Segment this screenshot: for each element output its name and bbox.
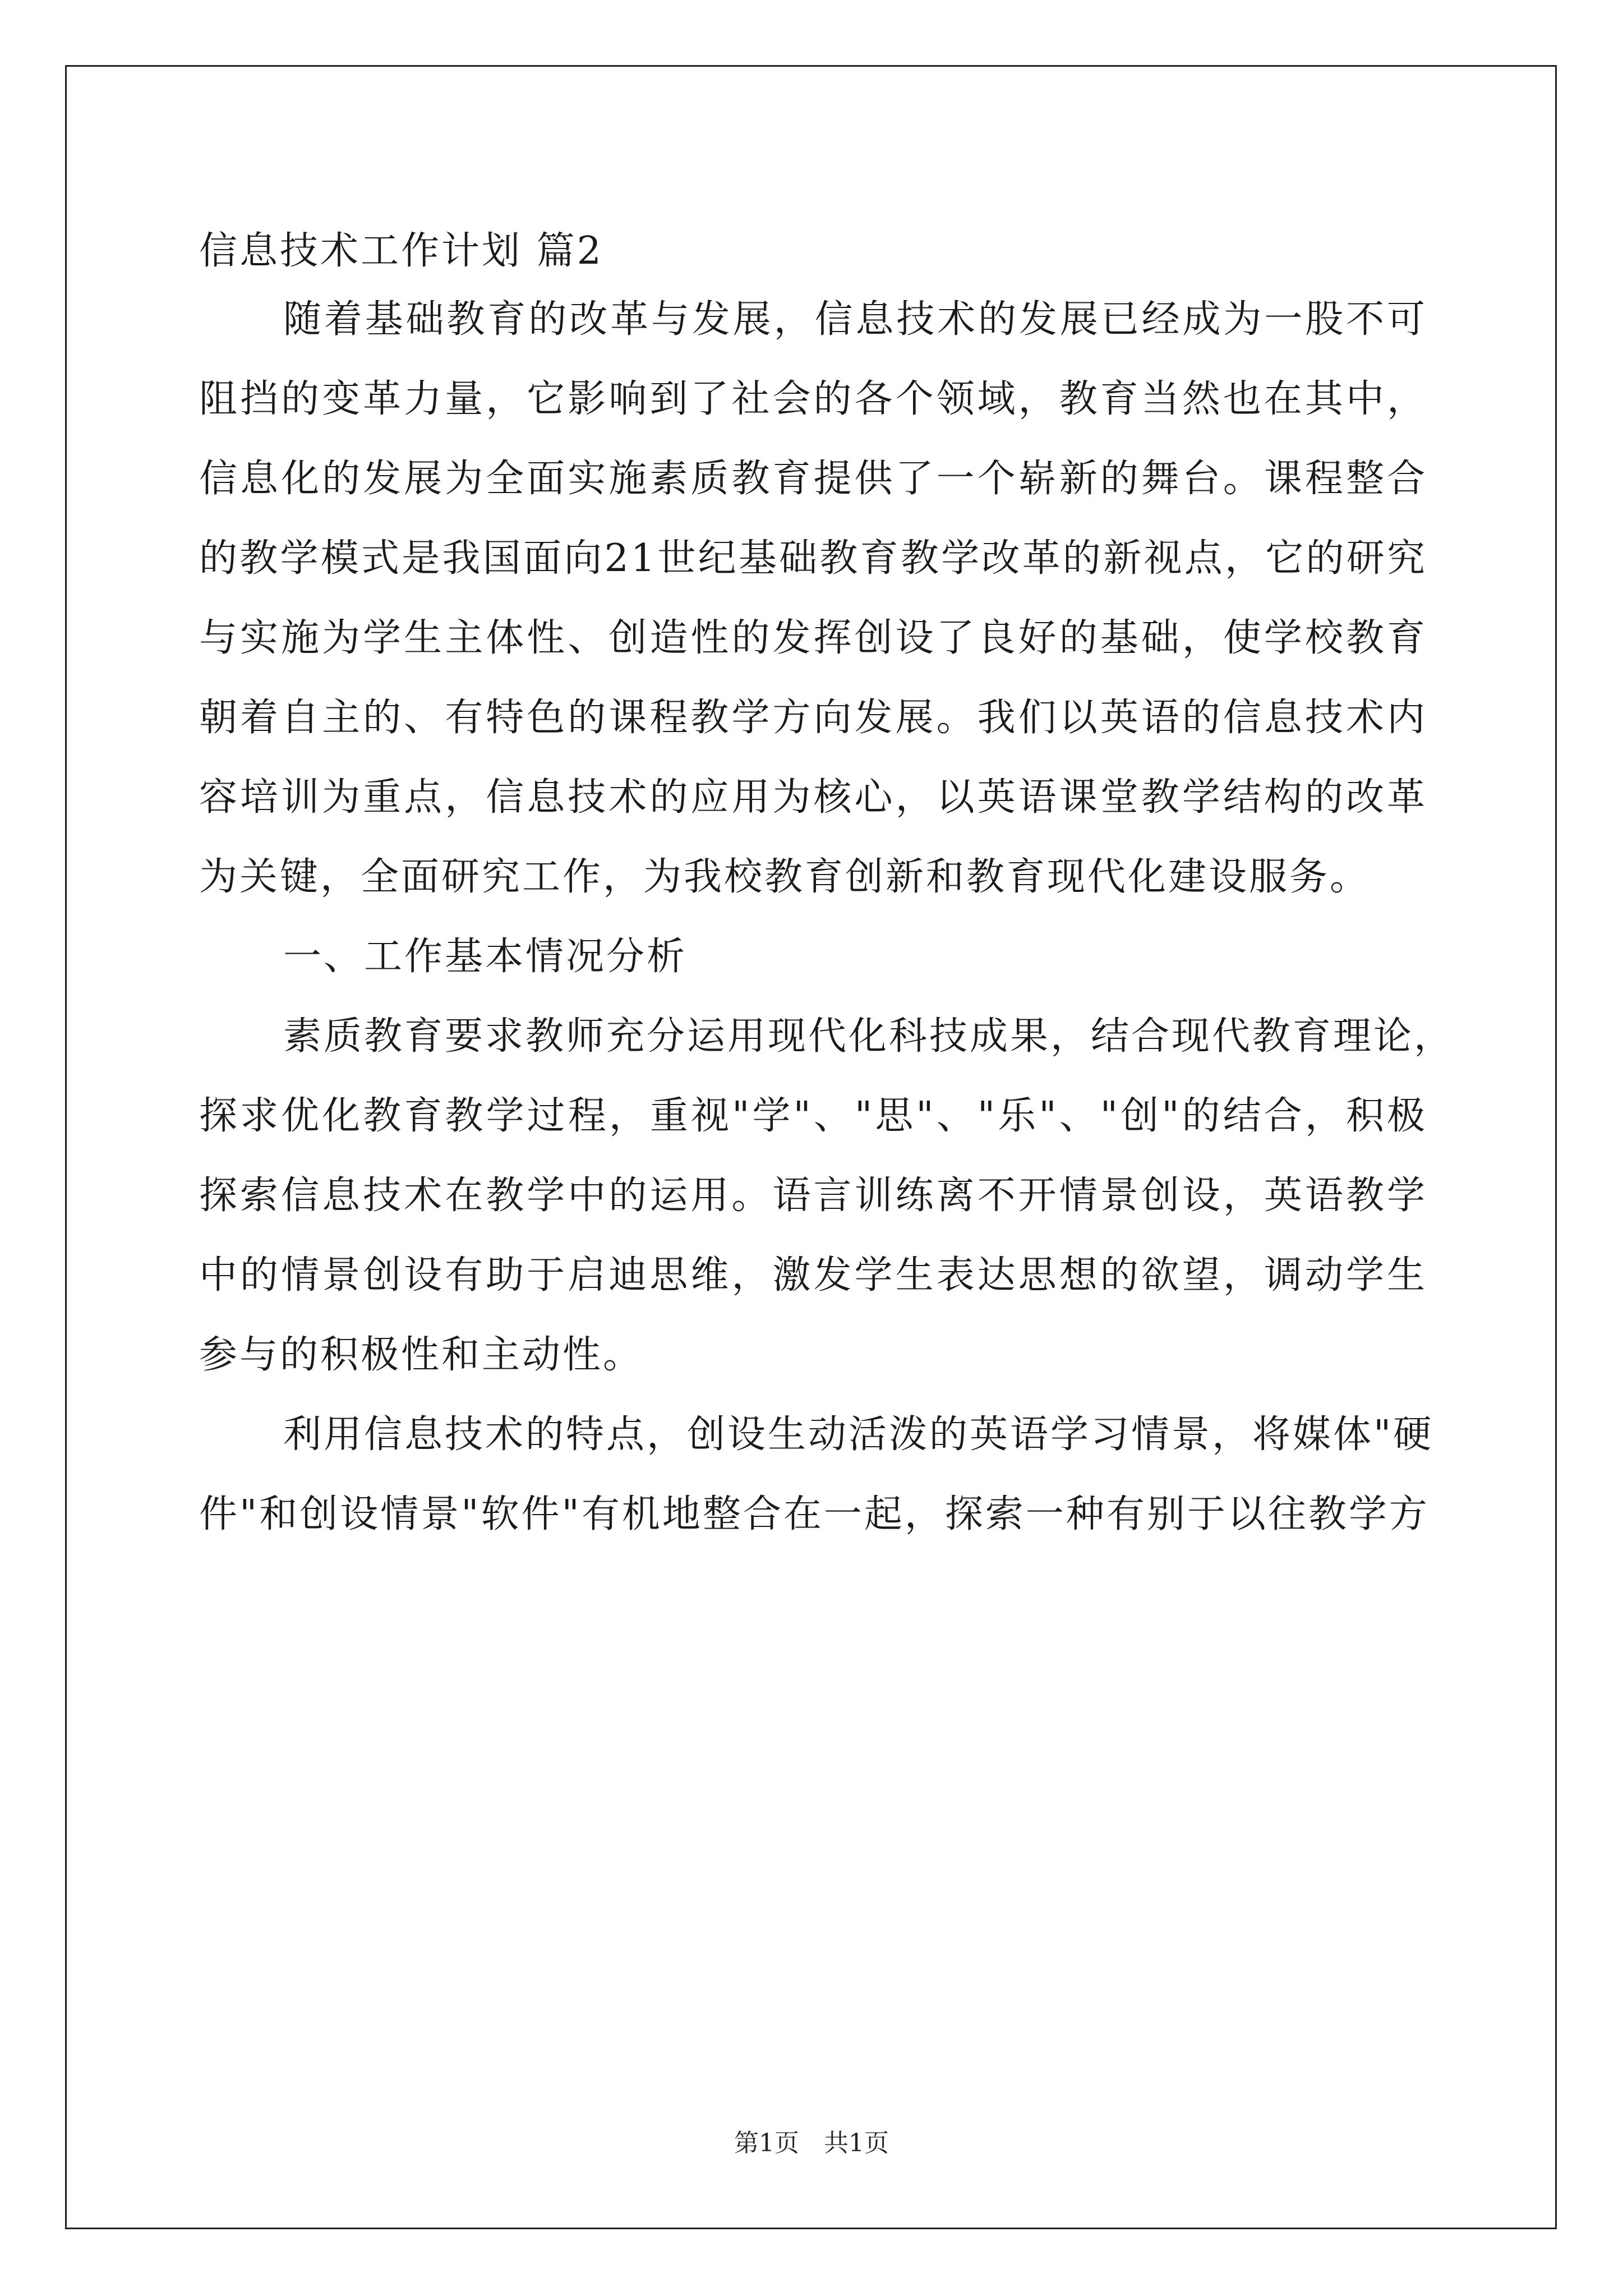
paragraph-2-line-2: 探求优化教育教学过程，重视"学"、"思"、"乐"、"创"的结合，积极 — [199, 1094, 1427, 1138]
paragraph-1-line-5: 与实施为学生主体性、创造性的发挥创设了良好的基础，使学校教育 — [199, 616, 1427, 660]
paragraph-3-line-1: 利用信息技术的特点，创设生动活泼的英语学习情景，将媒体"硬 — [283, 1412, 1434, 1457]
paragraph-2-line-5: 参与的积极性和主动性。 — [199, 1333, 644, 1377]
page-number-current: 第1页 — [734, 2129, 799, 2157]
paragraph-2-line-4: 中的情景创设有助于启迪思维，激发学生表达思想的欲望，调动学生 — [199, 1253, 1427, 1297]
paragraph-3-line-2: 件"和创设情景"软件"有机地整合在一起，探索一种有别于以往教学方 — [199, 1492, 1430, 1536]
paragraph-1-line-4: 的教学模式是我国面向21世纪基础教育教学改革的新视点，它的研究 — [199, 536, 1427, 581]
paragraph-2-line-3: 探索信息技术在教学中的运用。语言训练离不开情景创设，英语教学 — [199, 1174, 1427, 1218]
paragraph-1-line-7: 容培训为重点，信息技术的应用为核心，以英语课堂教学结构的改革 — [199, 775, 1427, 820]
paragraph-1-line-1: 随着基础教育的改革与发展，信息技术的发展已经成为一股不可 — [283, 297, 1427, 342]
paragraph-1-line-8: 为关键，全面研究工作，为我校教育创新和教育现代化建设服务。 — [199, 855, 1371, 899]
paragraph-1-line-3: 信息化的发展为全面实施素质教育提供了一个崭新的舞台。课程整合 — [199, 457, 1427, 501]
paragraph-2-line-1: 素质教育要求教师充分运用现代化科技成果，结合现代教育理论， — [283, 1014, 1455, 1059]
document-title: 信息技术工作计划 篇2 — [199, 229, 603, 273]
paragraph-1-line-6: 朝着自主的、有特色的课程教学方向发展。我们以英语的信息技术内 — [199, 696, 1427, 740]
page-footer — [0, 2129, 1623, 2158]
section-heading: 一、工作基本情况分析 — [283, 935, 688, 979]
page-number-total: 共1页 — [824, 2129, 889, 2157]
paragraph-1-line-2: 阻挡的变革力量，它影响到了社会的各个领域，教育当然也在其中， — [199, 377, 1427, 421]
